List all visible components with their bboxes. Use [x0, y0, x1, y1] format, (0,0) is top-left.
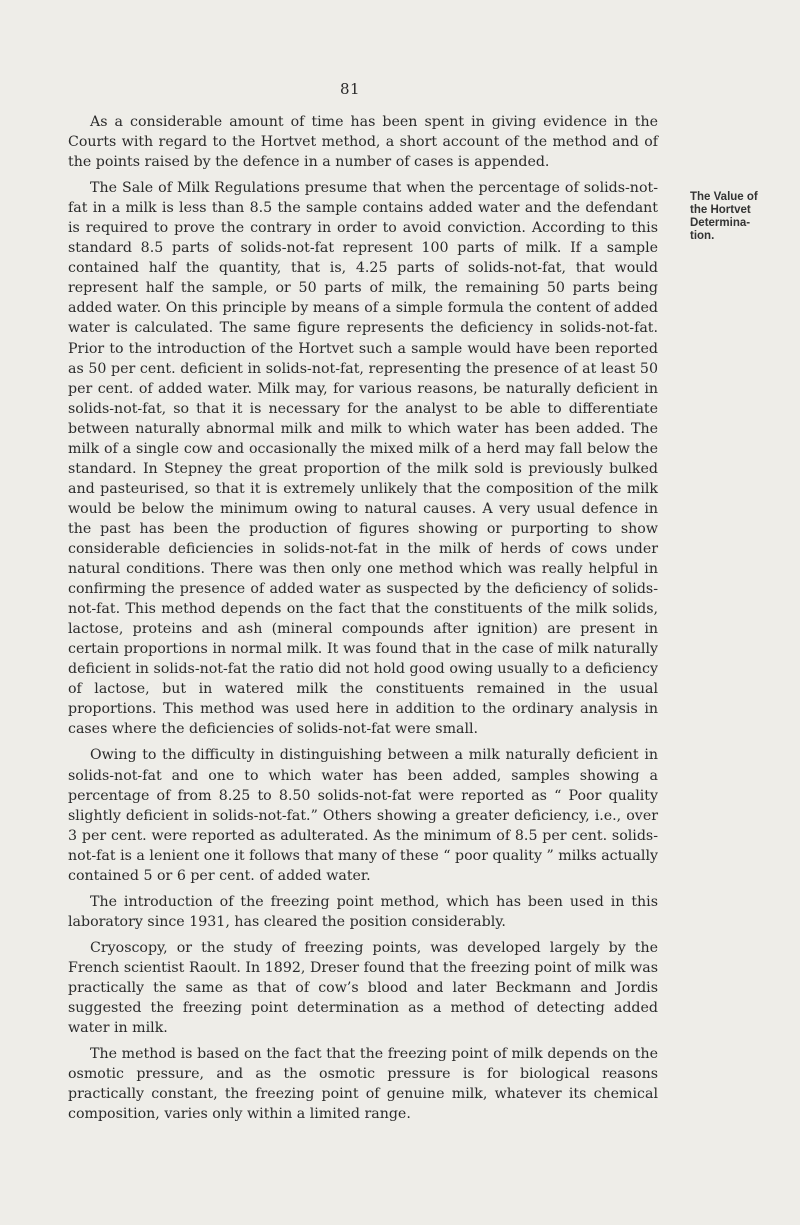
page-number: 81	[339, 80, 361, 98]
margin-note-line: tion.	[690, 230, 715, 242]
margin-note	[690, 191, 790, 243]
margin-note-line: The Value of	[690, 191, 758, 203]
body-text	[68, 112, 658, 1130]
paragraph-cryoscopy: Cryoscopy, or the study of freezing points, was developed largely by the French scientist Raoult. In 1892, Dreser found that the freezing point of milk was practically the same as that of cow’s blood and later Beckmann and Jordis suggested the freezing point determination as a method of detecting added water in milk.	[68, 939, 658, 1037]
margin-note-line: Determina-	[690, 217, 751, 229]
paragraph-method-basis: The method is based on the fact that the freezing point of milk depends on the osmotic pressure, and as the osmotic pressure is for biological reasons practically constant, the freezing point of genuine milk, whatever its chemical composition, varies only within a limited range.	[68, 1046, 658, 1123]
paragraph-regulations: The Sale of Milk Regulations presume that when the percentage of solids-not-fat in a milk is less than 8.5 the sample contains added water and the defendant is required to prove the contrary in order to avoid conviction. According to this standard 8.5 parts of solids-not-fat represent 100 parts of milk. If a sample contained half the quantity, that is, 4.25 parts of solids-not-fat, that would represent half the sample, or 50 parts of milk, the remaining 50 parts being added water. On this principle by means of a simple formula the content of added water is calculated. The same figure represents the deficiency in solids-not-fat. Prior to the introduction of the Hortvet such a sample would have been reported as 50 per cent. deficient in solids-not-fat, representing the presence of at least 50 per cent. of added water. Milk may, for various reasons, be naturally deficient in solids-not-fat, so that it is necessary for the analyst to be able to differentiate between naturally abnormal milk and milk to which water has been added. The milk of a single cow and occasionally the mixed milk of a herd may fall below the standard. In Stepney the great proportion of the milk sold is previously bulked and pasteurised, so that it is extremely unlikely that the composition of the milk would be below the minimum owing to natural causes. A very usual defence in the past has been the production of figures showing or purporting to show considerable deficiencies in solids-not-fat in the milk of herds of cows under natural conditions. There was then only one method which was really helpful in confirming the presence of added water as suspected by the deficiency of solids-not-fat. This method depends on the fact that the constituents of the milk solids, lactose, proteins and ash (mineral compounds after ignition) are present in certain proportions in normal milk. It was found that in the case of milk naturally deficient in solids-not-fat the ratio did not hold good owing usually to a deficiency of lactose, but in watered milk the constituents remained in the usual proportions. This method was used here in addition to the ordinary analysis in cases where the deficiencies of solids-not-fat were small.	[68, 180, 658, 738]
paragraph-intro: As a considerable amount of time has been spent in giving evidence in the Courts with regard to the Hortvet method, a short account of the method and of the points raised by the defence in a number of cases is appended.	[68, 114, 658, 171]
margin-note-line: the Hortvet	[690, 204, 751, 216]
paragraph-freezing-point-intro: The introduction of the freezing point method, which has been used in this laboratory since 1931, has cleared the position considerably.	[68, 893, 658, 930]
paragraph-reporting: Owing to the difficulty in distinguishing between a milk naturally deficient in solids-not-fat and one to which water has been added, samples showing a percentage of from 8.25 to 8.50 solids-not-fat were reported as “ Poor quality slightly deficient in solids-not-fat.” Others showing a greater deficiency, i.e., over 3 per cent. were reported as adulterated. As the minimum of 8.5 per cent. solids-not-fat is a lenient one it follows that many of these “ poor quality ” milks actually contained 5 or 6 per cent. of added water.	[68, 747, 658, 884]
